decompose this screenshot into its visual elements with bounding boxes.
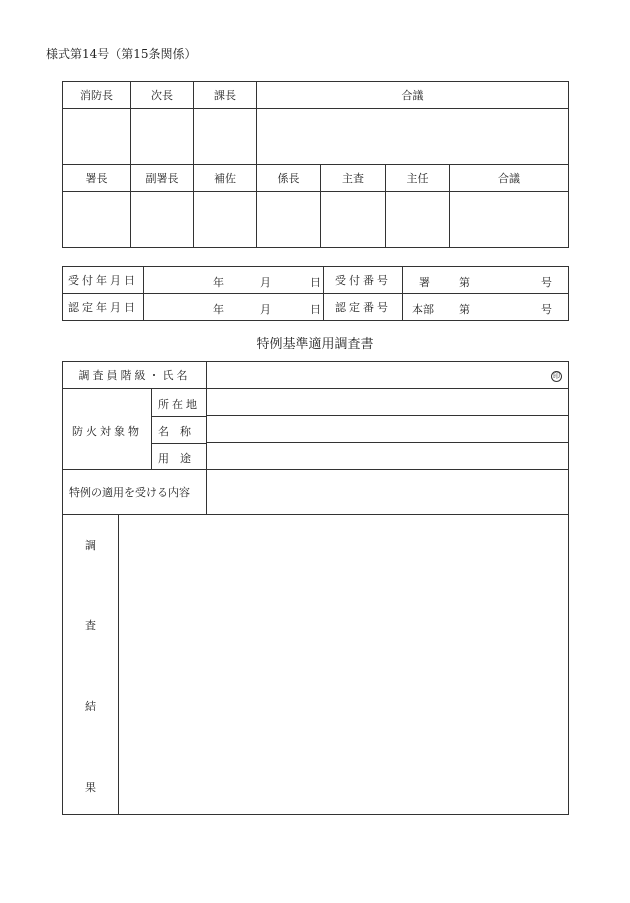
received-number-field[interactable] <box>403 267 569 294</box>
header-station-chief: 署長 <box>63 165 131 192</box>
name-label: 名 称 <box>158 425 191 438</box>
survey-table <box>62 361 569 815</box>
stamp-cell <box>386 192 450 248</box>
stamp-cell <box>257 109 569 165</box>
dai-unit: 第 <box>459 303 470 316</box>
results-char: 果 <box>85 781 96 794</box>
header-senior-staff: 主任 <box>386 165 450 192</box>
investigator-field[interactable] <box>207 362 569 389</box>
header-deputy-station-chief: 副署長 <box>131 165 194 192</box>
year-unit: 年 <box>213 303 224 316</box>
month-unit: 月 <box>260 303 271 316</box>
certified-number-field[interactable] <box>403 294 569 321</box>
results-char: 調 <box>85 539 96 552</box>
address-field[interactable] <box>207 389 569 416</box>
row-divider <box>151 443 207 444</box>
reception-table <box>62 266 569 321</box>
name-field[interactable] <box>207 416 569 443</box>
certified-date-label: 認定年月日 <box>63 294 144 321</box>
stamp-cell <box>257 192 321 248</box>
received-number-label: 受付番号 <box>324 267 403 294</box>
stamp-cell <box>63 192 131 248</box>
stamp-cell <box>321 192 386 248</box>
special-content-label: 特例の適用を受ける内容 <box>63 470 207 515</box>
target-label: 防火対象物 <box>72 425 142 438</box>
day-unit: 日 <box>310 276 321 289</box>
header-section-chief: 課長 <box>194 82 257 109</box>
certified-date-field[interactable] <box>144 294 324 321</box>
dai-unit: 第 <box>459 276 470 289</box>
stamp-cell <box>131 109 194 165</box>
address-label: 所在地 <box>158 398 200 411</box>
certified-number-label: 認定番号 <box>324 294 403 321</box>
seal-mark: 印 <box>553 372 560 380</box>
header-unit-chief: 係長 <box>257 165 321 192</box>
document-title: 特例基準適用調査書 <box>256 337 374 352</box>
header-chief-inspector: 主査 <box>321 165 386 192</box>
stamp-cell <box>63 109 131 165</box>
stamp-cell <box>450 192 569 248</box>
headquarters-unit: 本部 <box>412 303 434 316</box>
usage-label: 用 途 <box>158 452 191 465</box>
header-gougi-bottom: 合議 <box>450 165 569 192</box>
special-content-field[interactable] <box>207 470 569 515</box>
stamp-cell <box>194 109 257 165</box>
results-label-column <box>63 515 119 815</box>
form-number: 様式第14号（第15条関係） <box>46 47 197 61</box>
results-char: 査 <box>85 619 96 632</box>
year-unit: 年 <box>213 276 224 289</box>
station-unit: 署 <box>419 276 430 289</box>
received-date-label: 受付年月日 <box>63 267 144 294</box>
header-assistant: 補佐 <box>194 165 257 192</box>
received-date-field[interactable] <box>144 267 324 294</box>
usage-field[interactable] <box>207 443 569 470</box>
header-fire-chief: 消防長 <box>63 82 131 109</box>
stamp-cell <box>194 192 257 248</box>
investigator-label: 調査員階級・氏名 <box>63 362 207 389</box>
day-unit: 日 <box>310 303 321 316</box>
approval-table <box>62 81 569 248</box>
stamp-cell <box>131 192 194 248</box>
target-divider <box>151 389 152 470</box>
row-divider <box>151 416 207 417</box>
results-char: 結 <box>85 700 96 713</box>
month-unit: 月 <box>260 276 271 289</box>
gou-unit: 号 <box>541 276 552 289</box>
target-label-block <box>63 389 207 470</box>
header-gougi-top: 合議 <box>257 82 569 109</box>
results-field[interactable] <box>119 515 569 815</box>
gou-unit: 号 <box>541 303 552 316</box>
header-deputy-chief: 次長 <box>131 82 194 109</box>
